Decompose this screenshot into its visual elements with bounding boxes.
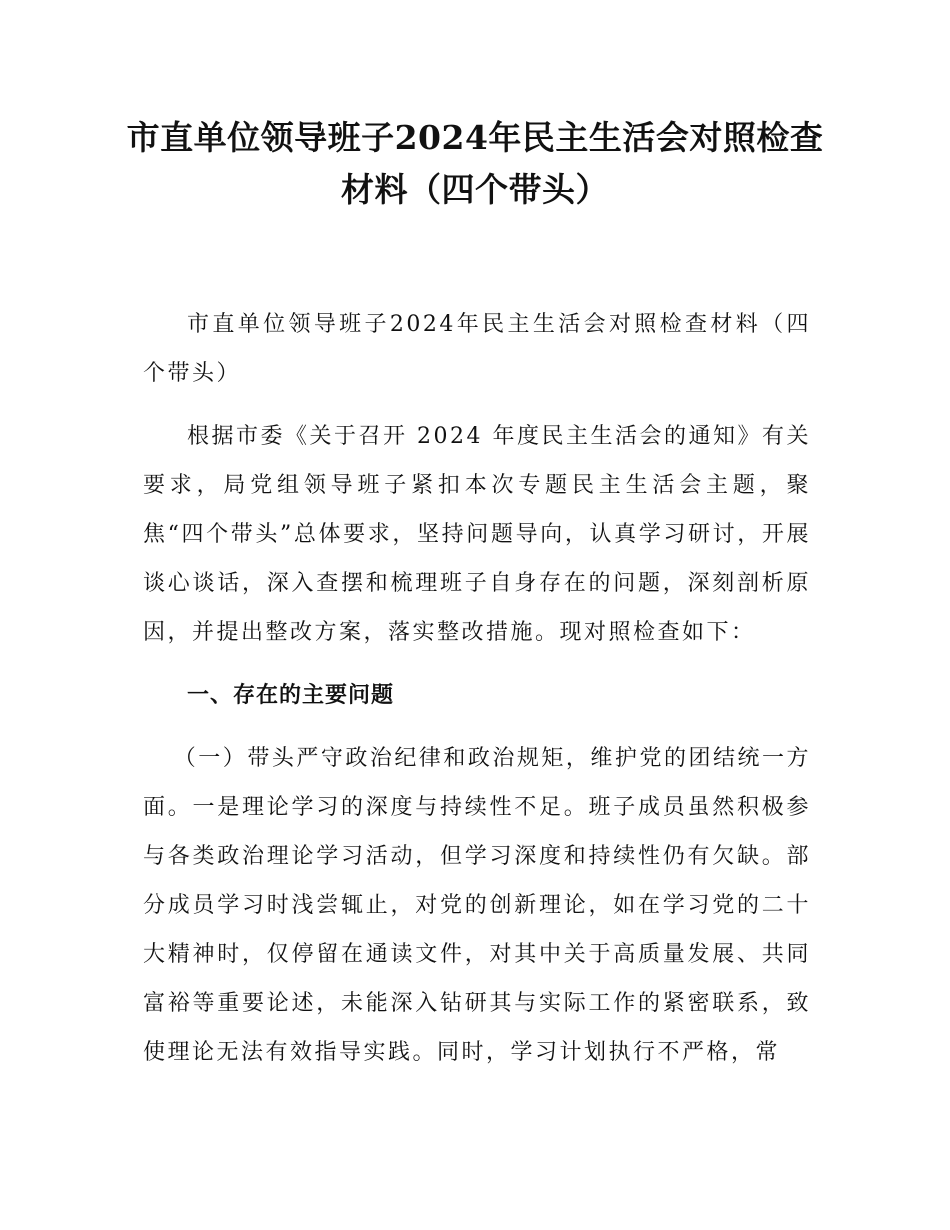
subtitle-paragraph: 市直单位领导班子2024年民主生活会对照检查材料（四个带头） [143, 312, 811, 386]
section-paragraph: （一）带头严守政治纪律和政治规矩，维护党的团结统一方面。一是理论学习的深度与持续性不足。班子成员虽然积极参与各类政治理论学习活动，但学习深度和持续性仍有欠缺。部分成员学习时浅尝辄止，对党的创新理论，如在学习党的二十大精神时，仅停留在通读文件，对其中关于高质量发展、共同富裕等重要论述，未能深入钻研其与实际工作的紧密联系，致使理论无法有效指导实践。同时，学习计划执行不严格，常 [143, 746, 811, 1065]
document-body [143, 300, 811, 1077]
document-title: 市直单位领导班子2024年民主生活会对照检查材料（四个带头） [126, 118, 824, 209]
section-heading: 一、存在的主要问题 [187, 683, 395, 708]
intro-paragraph: 根据市委《关于召开 2024 年度民主生活会的通知》有关要求，局党组领导班子紧扣本次专题民主生活会主题，聚焦“四个带头”总体要求，坚持问题导向，认真学习研讨，开展谈心谈话，深入查摆和梳理班子自身存在的问题，深刻剖析原因，并提出整改方案，落实整改措施。现对照检查如下： [143, 424, 811, 645]
